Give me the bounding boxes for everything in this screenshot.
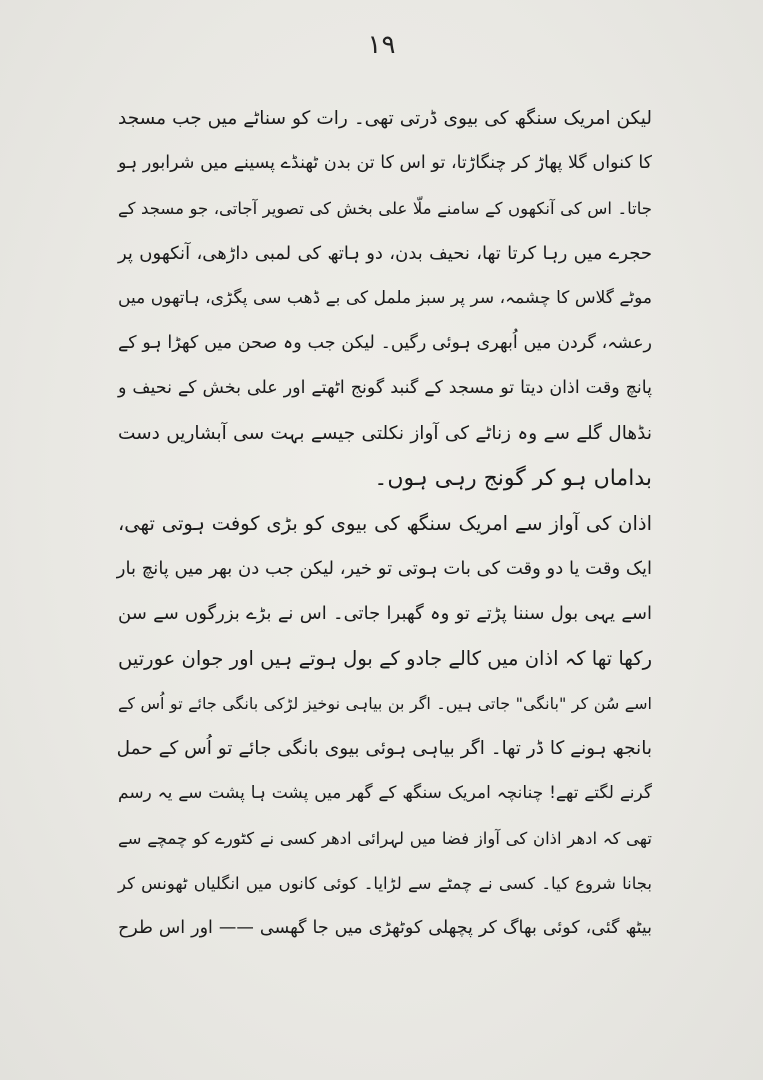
body-text <box>118 96 652 951</box>
text-line: تھی کہ ادھر اذان کی آواز فضا میں لہرائی ادھر کسی نے کٹورے کو چمچے سے <box>118 829 652 848</box>
text-line: اذان کی آواز سے امریک سنگھ کی بیوی کو بڑی کوفت ہوتی تھی، <box>118 512 652 535</box>
text-line: بجانا شروع کیا۔ کسی نے چمٹے سے لڑایا۔ کوئی کانوں میں انگلیاں ٹھونس کر <box>118 874 652 893</box>
text-line: لیکن امریک سنگھ کی بیوی ڈرتی تھی۔ رات کو سناٹے میں جب مسجد <box>118 108 652 129</box>
text-line: اسے یہی بول سننا پڑتے تو وہ گھبرا جاتی۔ اس نے بڑے بزرگوں سے سن <box>118 603 652 624</box>
text-line: کا کنواں گلا پھاڑ کر چنگاڑتا، تو اس کا تن بدن ٹھنڈے پسینے میں شرابور ہو <box>118 153 652 173</box>
text-line: گرنے لگتے تھے! چنانچہ امریک سنگھ کے گھر میں پشت ہا پشت سے یہ رسم <box>118 783 652 803</box>
text-line: بیٹھ گئی، کوئی بھاگ کر پچھلی کوٹھڑی میں جا گھسی —— اور اس طرح <box>118 918 652 938</box>
text-line: جاتا۔ اس کی آنکھوں کے سامنے ملّا علی بخش کی تصویر آجاتی، جو مسجد کے <box>118 199 652 218</box>
paragraph-2 <box>118 501 652 951</box>
text-line: حجرے میں رہا کرتا تھا، نحیف بدن، دو ہاتھ کی لمبی داڑھی، آنکھوں پر <box>118 243 652 264</box>
text-line: رکھا تھا کہ اذان میں کالے جادو کے بول ہوتے ہیں اور جوان عورتیں <box>118 647 652 670</box>
text-line: نڈھال گلے سے وہ زناٹے کی آواز نکلتی جیسے بہت سی آبشاریں دست <box>118 423 652 444</box>
text-line: بانجھ ہونے کا ڈر تھا۔ اگر بیاہی ہوئی بیوی بانگی جائے تو اُس کے حمل <box>116 738 652 759</box>
paragraph-1 <box>118 96 652 501</box>
text-line: ایک وقت یا دو وقت کی بات ہوتی تو خیر، لیکن جب دن بھر میں پانچ بار <box>116 558 652 579</box>
page-number: ۱۹ <box>367 30 396 60</box>
text-line: بداماں ہو کر گونج رہی ہوں۔ <box>374 466 652 491</box>
text-line: پانچ وقت اذان دیتا تو مسجد کے گنبد گونج اٹھتے اور علی بخش کے نحیف و <box>118 378 652 398</box>
text-line: موٹے گلاس کا چشمہ، سر پر سبز ململ کی بے ڈھب سی پگڑی، ہاتھوں میں <box>118 288 652 308</box>
text-line: اسے سُن کر "بانگی" جاتی ہیں۔ اگر بن بیاہی نوخیز لڑکی بانگی جائے تو اُس کے <box>118 694 652 713</box>
text-line: رعشہ، گردن میں اُبھری ہوئی رگیں۔ لیکن جب وہ صحن میں کھڑا ہو کے <box>118 333 652 353</box>
